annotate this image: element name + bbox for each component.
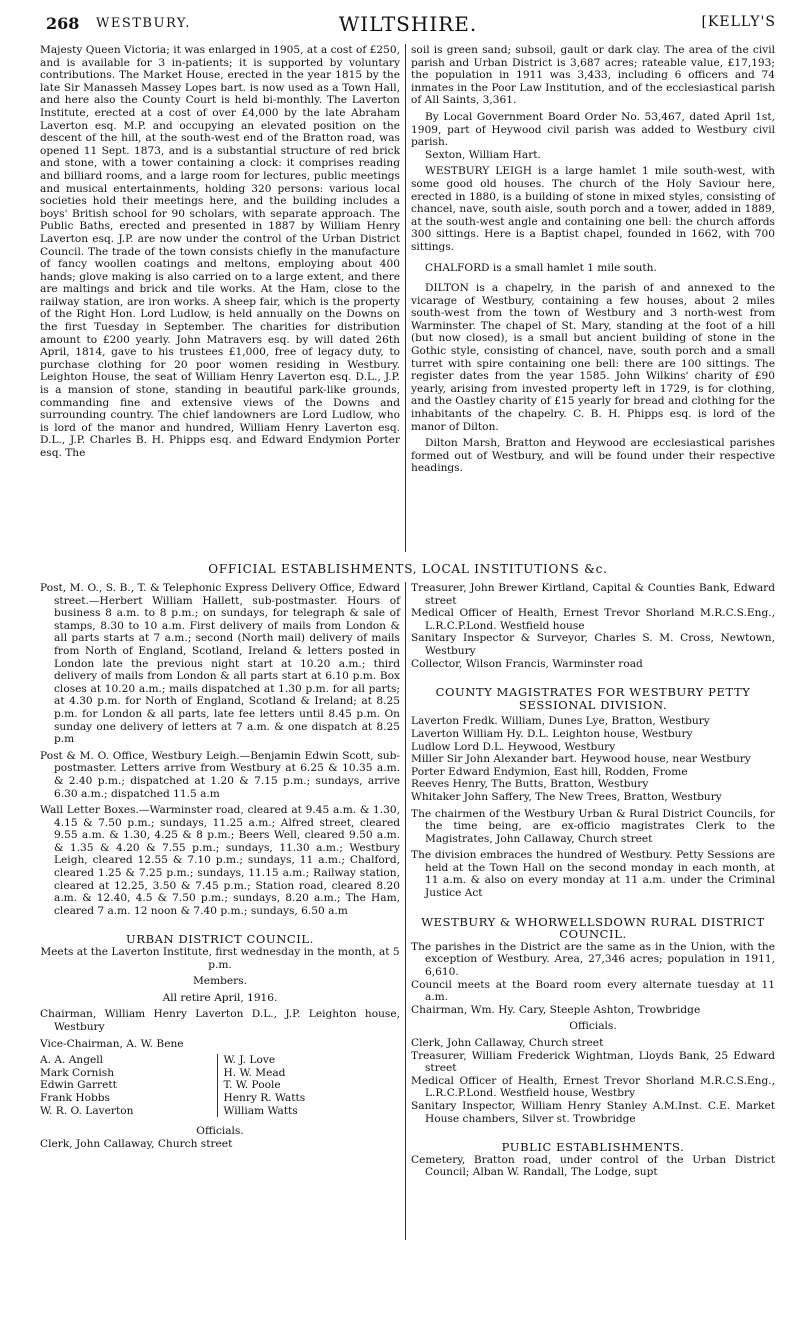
page-number: 268 (46, 14, 80, 33)
member: Mark Cornish (40, 1066, 115, 1079)
collector-entry: Collector, Wilson Francis, Warminster road (411, 657, 643, 670)
rural-parishes: The parishes in the District are the same as in the Union, with the exception of Westbury. Area, 27,346 acres; population in 1911, 6,610. (411, 940, 775, 979)
member: T. W. Poole (223, 1079, 281, 1092)
dilton-paragraph (411, 282, 775, 433)
rural-sanitary-inspector: Sanitary Inspector, William Henry Stanley A.M.Inst. C.E. Market House chambers, Silver st. Trowbridge (411, 1099, 775, 1125)
dilton-lead: DILTON (425, 282, 469, 295)
magistrate-entry: Miller Sir John Alexander bart. Heywood house, near Westbury (411, 753, 751, 766)
urban-council-title: URBAN DISTRICT COUNCIL. (126, 932, 314, 947)
parishes-paragraph: Dilton Marsh, Bratton and Heywood are ecclesiastical parishes formed out of Westbury, and will be found under their respective headings. (411, 437, 775, 475)
column-rule-top (405, 44, 406, 552)
county-heading: WILTSHIRE. (338, 12, 478, 36)
urban-officials-heading: Officials. (196, 1125, 244, 1138)
magistrates-title: COUNTY MAGISTRATES FOR WESTBURY PETTY SESSIONAL DIVISION. (435, 685, 751, 712)
members-column-right (217, 1054, 401, 1117)
chalford-paragraph (411, 262, 775, 275)
dilton-text: is a chapelry, in the parish of and annexed to the vicarage of Westbury, containing a few houses, about 2 miles south-west from the town of Westbury and 3 north-west from Warminster. The chapel of St. Mary, standing at the foot of a hill (but now closed), is a small but ancient building of stone in the Gothic style, consisting of chancel, nave, south porch and a small turret with spire containing one bell: there are 100 sittings. The register dates from the year 1585. John Wilkins' charity of £90 yearly, arising from invested property left in 1729, is for clothing, and the Oastley charity of £15 yearly for bread and clothing for the inhabitants of the chapelry. C. B. H. Phipps esq. is lord of the manor of Dilton. (411, 282, 775, 433)
official-right (411, 582, 775, 1179)
member: A. A. Angell (40, 1054, 104, 1067)
urban-council-meets: Meets at the Laverton Institute, first wednesday in the month, at 5 p.m. (40, 946, 400, 971)
member: W. J. Love (223, 1054, 276, 1067)
rural-treasurer: Treasurer, William Frederick Wightman, Lloyds Bank, 25 Edward street (411, 1049, 775, 1075)
sexton-line: Sexton, William Hart. (425, 148, 541, 161)
running-header (40, 12, 776, 36)
rural-council-title: WESTBURY & WHORWELLSDOWN RURAL DISTRICT COUNCIL. (421, 914, 765, 942)
westbury-leigh-lead: WESTBURY LEIGH (425, 165, 532, 178)
member: W. R. O. Laverton (40, 1104, 134, 1117)
magistrate-entry: Whitaker John Saffery, The New Trees, Bratton, Westbury (411, 790, 722, 803)
magistrate-entry: Porter Edward Endymion, East hill, Rodden, Frome (411, 765, 688, 778)
magistrate-entry: Reeves Henry, The Butts, Bratton, Westbury (411, 778, 649, 791)
magistrate-entry: Laverton William Hy. D.L. Leighton house, Westbury (411, 727, 693, 740)
chalford-text: is a small hamlet 1 mile south. (489, 261, 657, 274)
member: Frank Hobbs (40, 1091, 110, 1104)
treasurer-entry: Treasurer, John Brewer Kirtland, Capital & Counties Bank, Edward street (411, 582, 775, 607)
members-heading: Members. (192, 975, 248, 988)
urban-vice-chairman: Vice-Chairman, A. W. Bene (40, 1037, 184, 1050)
members-column-left (40, 1054, 217, 1117)
town-description: Majesty Queen Victoria; it was enlarged in 1905, at a cost of £250, and is available for 3 in-patients; it is supported by voluntary contributions. The Market House, erected in the year 1815 by the late Sir Manasseh Massey Lopes bart. is now used as a Town Hall, and here also the County Court is held bi-monthly. The Laverton Institute, erected at a cost of over £4,000 by the late Abraham Laverton esq. M.P. and occupying an elevated position on the descent of the hill, at the south-west end of the Bratton road, was opened 11 Sept. 1873, and is a substantial structure of red brick and stone, with a tower containing a clock: it comprises reading and billiard rooms, and a large room for lectures, public meetings and musical entertainments, holding 320 persons: various local societies hold their meetings here, and the building includes a boys' British school for 90 scholars, with separate approach. The Public Baths, erected and presented in 1887 by William Henry Laverton esq. J.P. are now under the control of the Urban District Council. The trade of the town consists chiefly in the manufacture of fancy woollen coatings and meltons, employing about 400 hands; glove making is also carried on to a large extent, and there are maltings and brick and tile works. At the Ham, close to the railway station, are iron works. A sheep fair, which is the property of the Right Hon. Lord Ludlow, is held annually on the Downs on the first Tuesday in September. The charities for distribution amount to £200 yearly. John Matravers esq. by will dated 26th April, 1814, gave to his trustees £1,000, free of legacy duty, to purchase clothing for 20 poor women residing in Westbury. Leighton House, the seat of William Henry Laverton esq. D.L., J.P. is a mansion of stone, standing in beautiful park-like grounds, commanding fine and extensive views of the Downs and surrounding country. The chief landowners are Lord Ludlow, who is lord of the manor and hundred, William Henry Laverton esq. D.L., J.P. Charles B. H. Phipps esq. and Edward Endymion Porter esq. The (40, 44, 400, 459)
rural-chairman: Chairman, Wm. Hy. Cary, Steeple Ashton, Trowbridge (411, 1003, 701, 1016)
member: Henry R. Watts (223, 1091, 306, 1104)
rural-clerk: Clerk, John Callaway, Church street (411, 1037, 604, 1049)
sanitary-inspector-entry: Sanitary Inspector & Surveyor, Charles S. M. Cross, Newtown, Westbury (411, 632, 775, 657)
member: Edwin Garrett (40, 1079, 117, 1092)
section-banner: OFFICIAL ESTABLISHMENTS, LOCAL INSTITUTIONS &c. (208, 562, 608, 576)
column-rule-bottom (405, 582, 406, 1240)
rural-officials-heading: Officials. (569, 1020, 617, 1033)
description-right (411, 44, 775, 475)
urban-chairman: Chairman, William Henry Laverton D.L., J.P. Leighton house, Westbury (40, 1008, 400, 1033)
description-left (40, 44, 400, 460)
publisher-mark: [KELLY'S (701, 14, 776, 30)
medical-officer-entry: Medical Officer of Health, Ernest Trevor Shorland M.R.C.S.Eng., L.R.C.P.Lond. Westfield house (411, 607, 775, 632)
wall-letter-boxes-entry: Wall Letter Boxes.—Warminster road, cleared at 9.45 a.m. & 1.30, 4.15 & 7.50 p.m.; sundays, 11.25 a.m.; Alfred street, cleared 9.55 a.m. & 1.30, 4.25 & 8 p.m.; Beers Well, cleared 9.50 a.m. & 1.35 & 4.20 & 7.55 p.m.; sundays, 11.30 a.m.; Westbury Leigh, cleared 12.55 & 7.10 p.m.; sundays, 11 a.m.; Chalford, cleared 1.25 & 7.25 p.m.; sundays, 11.15 a.m.; Railway station, cleared at 12.25, 3.50 & 7.45 p.m.; Station road, cleared 8.20 a.m. & 12.40, 4.5 & 7.50 p.m.; sundays, 8.20 a.m.; The Ham, cleared 7 a.m. 12 noon & 7.40 p.m.; sundays, 6.50 a.m (40, 804, 400, 917)
members-list (40, 1054, 400, 1117)
westbury-leigh-text: is a large hamlet 1 mile south-west, with some good old houses. The church of the Holy Saviour here, erected in 1880, is a building of stone in mixed styles, consisting of chancel, nave, south aisle, south porch and a tower, added in 1889, at the south-west angle and containing one bell: the church affords 300 sittings. Here is a Baptist chapel, founded in 1662, with 700 sittings. (411, 165, 775, 253)
rural-medical-officer: Medical Officer of Health, Ernest Trevor Shorland M.R.C.S.Eng., L.R.C.P.Lond. Westfield house, Westbry (411, 1074, 775, 1100)
retire-note: All retire April, 1916. (162, 991, 278, 1004)
member: William Watts (223, 1104, 298, 1117)
chalford-lead: CHALFORD (425, 261, 490, 274)
soil-paragraph: soil is green sand; subsoil, gault or dark clay. The area of the civil parish and Urban District is 3,687 acres; rateable value, £17,193; the population in 1911 was 3,433, including 6 officers and 74 inmates in the Poor Law Institution, and of the ecclesiastical parish of All Saints, 3,361. (411, 44, 775, 107)
westbury-leigh-paragraph (411, 165, 775, 253)
public-establishments-title: PUBLIC ESTABLISHMENTS. (501, 1140, 685, 1155)
rural-meets: Council meets at the Board room every alternate tuesday at 11 a.m. (411, 978, 775, 1004)
ex-officio-note: The chairmen of the Westbury Urban & Rural District Councils, for the time being, are ex-officio magistrates Clerk to the Magistrates, John Callaway, Church street (411, 807, 775, 845)
order-paragraph: By Local Government Board Order No. 53,467, dated April 1st, 1909, part of Heywood civil parish was added to Westbury civil parish. (411, 110, 775, 149)
urban-clerk: Clerk, John Callaway, Church street (40, 1137, 233, 1150)
leigh-post-office-entry: Post & M. O. Office, Westbury Leigh.—Benjamin Edwin Scott, sub-postmaster. Letters arrive from Westbury at 6.25 & 10.35 a.m. & 2.40 p.m.; dispatched at 1.20 & 7.15 p.m.; sundays, arrive 6.30 a.m.; dispatched 11.5 a.m (40, 749, 400, 800)
place-heading: WESTBURY. (96, 16, 191, 31)
magistrate-entry: Laverton Fredk. William, Dunes Lye, Bratton, Westbury (411, 715, 710, 728)
division-note: The division embraces the hundred of Westbury. Petty Sessions are held at the Town Hall on the second monday in each month, at 11 a.m. & also on every monday at 11 a.m. under the Criminal Justice Act (411, 849, 775, 900)
cemetery-entry: Cemetery, Bratton road, under control of the Urban District Council; Alban W. Randall, The Lodge, supt (411, 1153, 775, 1179)
magistrate-entry: Ludlow Lord D.L. Heywood, Westbury (411, 740, 616, 753)
member: H. W. Mead (223, 1066, 286, 1079)
official-left (40, 582, 400, 1150)
post-office-entry: Post, M. O., S. B., T. & Telephonic Express Delivery Office, Edward street.—Herbert William Hallett, sub-postmaster. Hours of business 8 a.m. to 8 p.m.; on sundays, for telegraph & sale of stamps, 8.30 to 10 a.m. First delivery of mails from London & all parts starts at 7 a.m.; second (North mail) delivery of mails from North of England, Scotland, Ireland & letters posted in London late the previous night start at 10.20 a.m.; third delivery of mails from London & all parts start at 6.10 p.m. Box closes at 10.20 a.m.; mails dispatched at 1.30 p.m. for all parts; at 4.30 p.m. for North of England, Scotland & Ireland; at 8.25 p.m. for London & all parts, late fee letters until 8.45 p.m. On sunday one delivery of letters at 7 a.m. & one dispatch at 8.25 p.m (40, 582, 400, 746)
